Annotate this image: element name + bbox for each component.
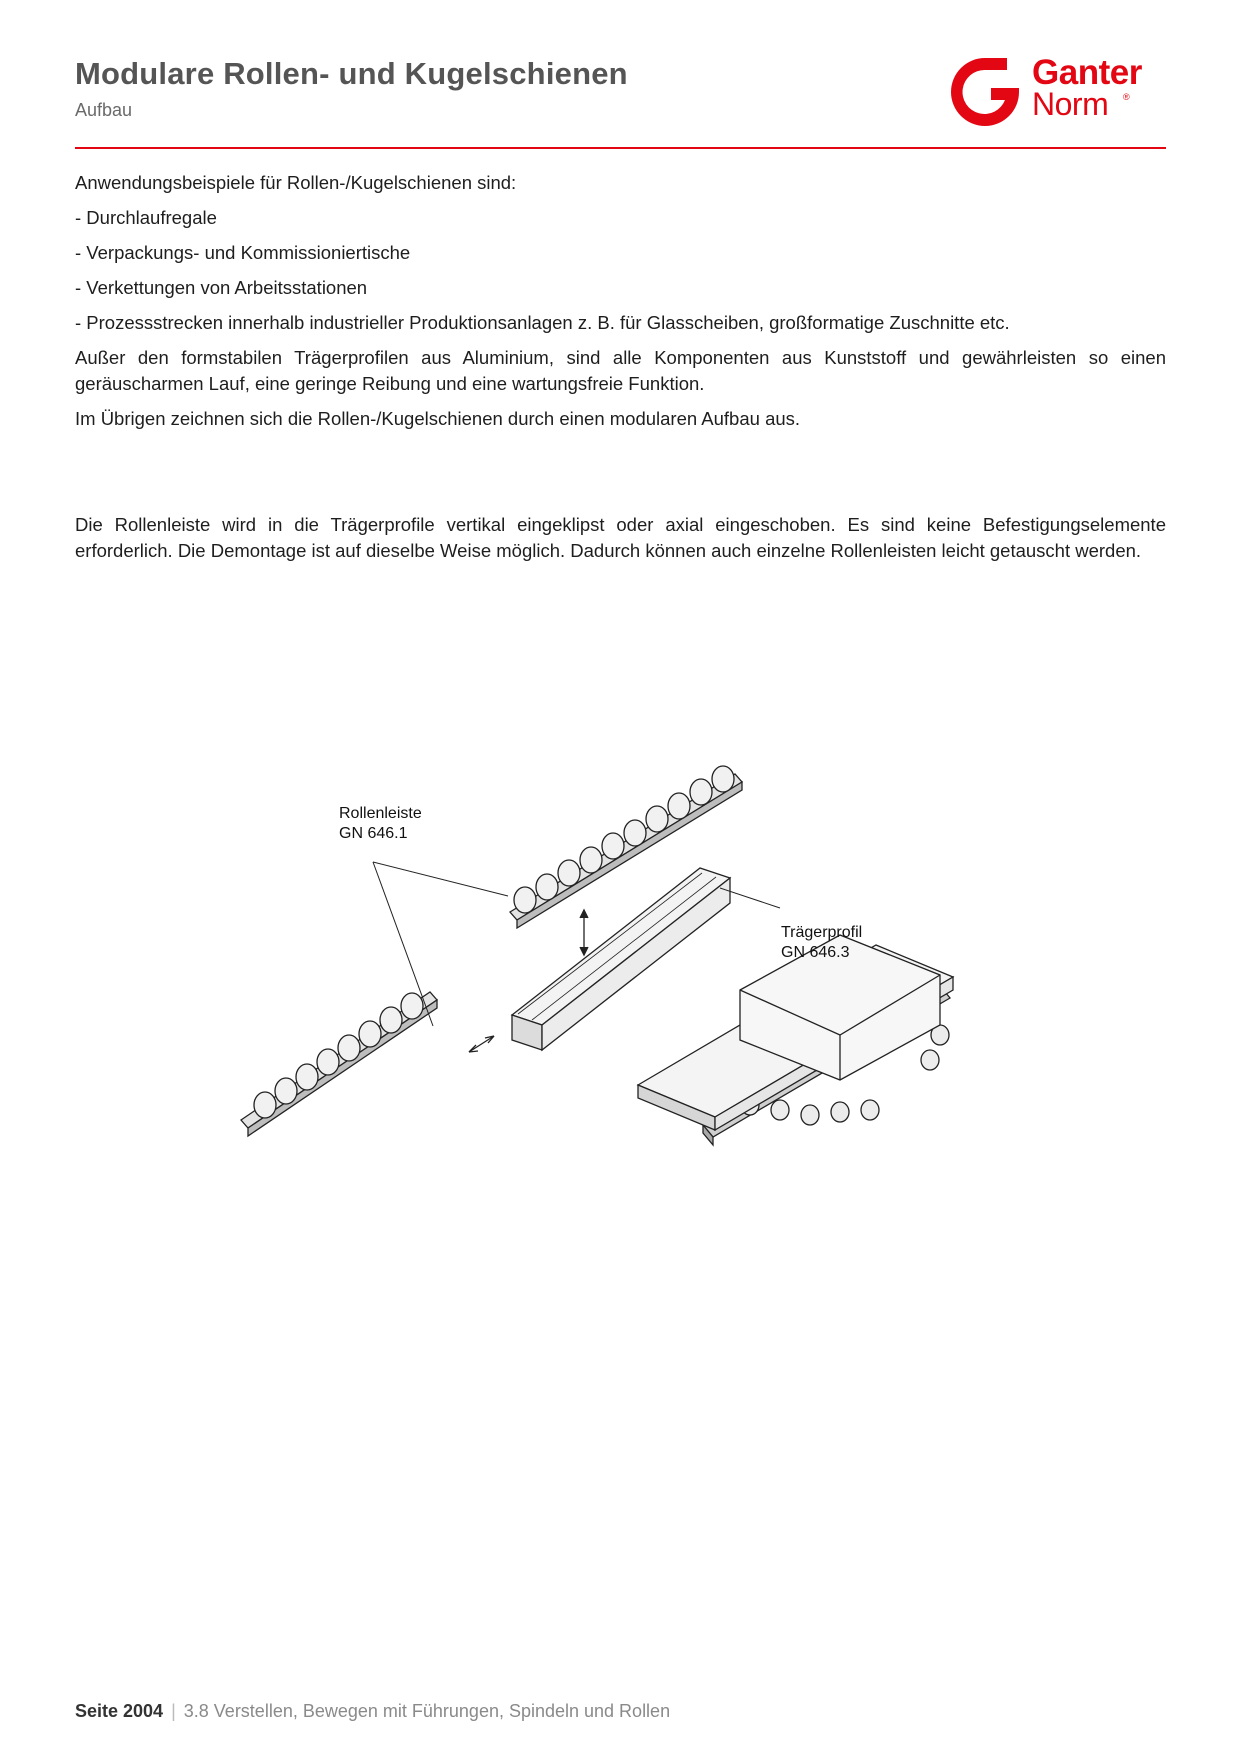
vertical-clip-arrow (580, 910, 588, 955)
intro-paragraph-2: Im Übrigen zeichnen sich die Rollen-/Kugelschienen durch einen modularen Aufbau aus. (75, 408, 801, 429)
page-footer (75, 1701, 670, 1722)
axial-slide-arrow (469, 1036, 494, 1052)
intro-lead: Anwendungsbeispiele für Rollen-/Kugelschienen sind: (75, 172, 517, 193)
page-title: Modulare Rollen- und Kugelschienen (75, 56, 628, 91)
label-roller-strip-name: Rollenleiste (339, 805, 422, 822)
list-item: - Durchlaufregale (75, 207, 217, 228)
label-carrier-profile-name: Trägerprofil (781, 924, 863, 941)
footer-section: 3.8 Verstellen, Bewegen mit Führungen, Spindeln und Rollen (183, 1701, 671, 1721)
label-roller-strip-code: GN 646.1 (339, 825, 408, 842)
label-roller-strip (339, 804, 422, 844)
footer-separator: | (171, 1701, 176, 1721)
list-item: - Prozessstrecken innerhalb industrieller Produktionsanlagen z. B. für Glasscheiben, großformatige Zuschnitte etc. (75, 312, 1010, 333)
assembly-illustration (240, 760, 1000, 1240)
page-subtitle: Aufbau (75, 100, 133, 120)
assembled-conveyor (638, 935, 953, 1145)
intro-section (75, 170, 1166, 441)
logo-registered-mark: ® (1123, 92, 1130, 102)
label-carrier-profile (781, 923, 862, 963)
label-carrier-profile-code: GN 646.3 (781, 944, 850, 961)
mounting-paragraph: Die Rollenleiste wird in die Trägerprofile vertikal eingeklipst oder axial eingeschoben. Es sind keine Befestigungselemente erforderlich. Die Demontage ist auf dieselbe Weise möglich. Dadurch können auch einzelne Rollenleisten leicht getauscht werden. (75, 514, 1166, 561)
intro-paragraph: Außer den formstabilen Trägerprofilen aus Aluminium, sind alle Komponenten aus Kunststoff und gewährleisten so einen geräuscharmen Lauf, eine geringe Reibung und eine wartungsfreie Funktion. (75, 347, 1166, 394)
logo-text-ganter: Ganter (1032, 53, 1142, 92)
list-item: - Verkettungen von Arbeitsstationen (75, 277, 368, 298)
brand-logo (945, 52, 1171, 132)
logo-text-norm: Norm (1032, 86, 1109, 122)
roller-strip-lower (241, 992, 437, 1136)
ganter-logo-icon (945, 52, 1025, 132)
header-divider (75, 147, 1166, 149)
list-item: - Verpackungs- und Kommissioniertische (75, 242, 411, 263)
page-number: Seite 2004 (75, 1701, 164, 1721)
